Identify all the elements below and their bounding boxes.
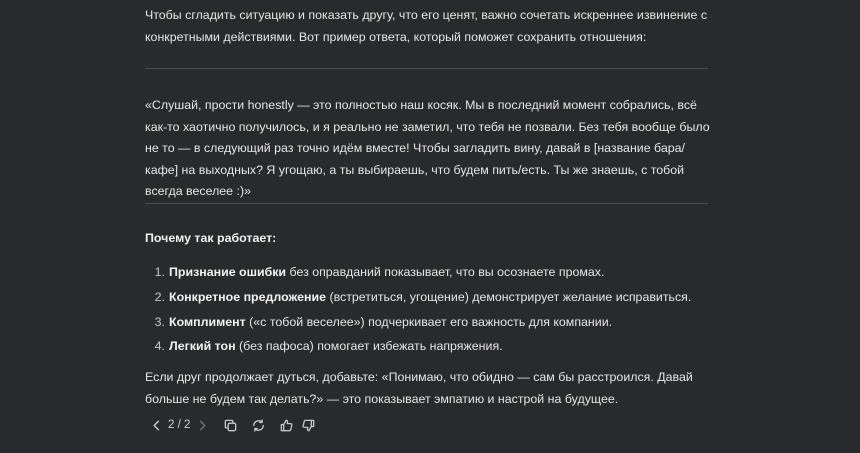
divider [145, 203, 708, 204]
list-number: 3. [154, 314, 165, 329]
intro-paragraph: Чтобы сгладить ситуацию и показать другу, что его ценят, важно сочетать искреннее извинение с конкретными действиями. Вот пример ответа, который поможет сохранить отношения: [145, 8, 708, 44]
next-response-button[interactable] [191, 414, 213, 436]
dislike-button[interactable] [297, 414, 319, 436]
list-item-text: (без пафоса) помогает избежать напряжения. [235, 339, 503, 354]
previous-response-button[interactable] [145, 414, 167, 436]
message-toolbar [145, 414, 319, 436]
list-number: 2. [154, 289, 165, 304]
list-item [145, 334, 710, 359]
list-item-text: без оправданий показывает, что вы осознаете промах. [286, 265, 605, 279]
outro-paragraph: Если друг продолжает дуться, добавьте: «Понимаю, что обидно — сам бы расстроился. Давай больше не будем так делать?» — это показывает эмпатию и настрой на будущее. [145, 370, 693, 406]
list-item [145, 260, 710, 285]
regenerate-button[interactable] [247, 414, 269, 436]
regenerate-icon [251, 418, 266, 433]
list-item-bold: Конкретное предложение [169, 289, 326, 304]
list-item [145, 285, 710, 310]
divider [145, 68, 708, 69]
copy-button[interactable] [219, 414, 241, 436]
chevron-right-icon [195, 418, 210, 433]
list-item [145, 310, 710, 335]
list-item-text: (встретиться, угощение) демонстрирует желание исправиться. [326, 289, 692, 304]
response-pager: 2 / 2 [168, 419, 191, 431]
list-number: 4. [154, 339, 165, 354]
list-item-bold: Комплимент [169, 314, 246, 329]
list-item-bold: Легкий тон [169, 339, 236, 354]
copy-icon [223, 418, 238, 433]
like-button[interactable] [275, 414, 297, 436]
section-title: Почему так работает: [145, 231, 277, 245]
chevron-left-icon [149, 418, 164, 433]
list-item-bold: Признание ошибки [169, 265, 287, 279]
thumbs-down-icon [301, 418, 316, 433]
list-number: 1. [154, 265, 165, 279]
thumbs-up-icon [279, 418, 294, 433]
reasons-list [145, 260, 710, 359]
quote-paragraph: «Слушай, прости honestly — это полностью наш косяк. Мы в последний момент собрались, всё как-то хаотично получилось, и я реально не заметил, что тебя не позвали. Без тебя вообще было не то — в следующий раз точно идём вместе! Чтобы загладить вину, давай в [название бара/кафе] на выходных? Я угощаю, а ты выбираешь, что будем пить/есть. Ты же знаешь, с тобой всегда веселее :)» [145, 98, 710, 198]
list-item-text: («с тобой веселее») подчеркивает его важность для компании. [245, 314, 613, 329]
